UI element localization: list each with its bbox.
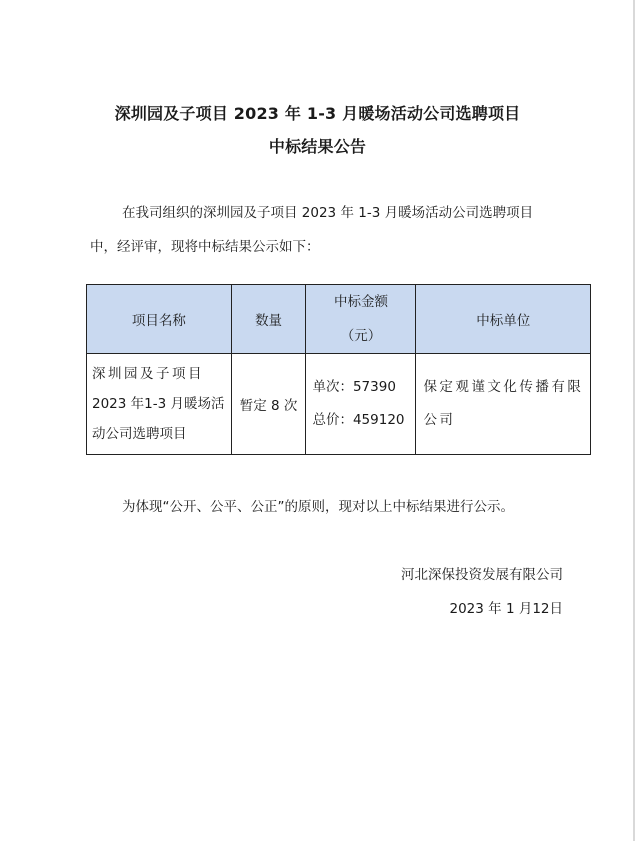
total-price: 总价：459120 [312,412,405,428]
header-quantity: 数量 [231,285,306,354]
closing-statement: 为体现“公开、公平、公正”的原则，现对以上中标结果进行公示。 [122,499,514,515]
header-amount-label: 中标金额 [333,294,388,310]
project-name-line-3: 动公司选聘项目 [92,426,187,442]
intro-text-line-1: 在我司组织的深圳园及子项目 2023 年 1-3 月暖场活动公司选聘项目 [122,205,534,221]
unit-price: 单次：57390 [312,379,396,395]
cell-quantity: 暂定 8 次 [231,354,306,455]
header-project-name: 项目名称 [87,285,232,354]
issuer-company: 河北深保投资发展有限公司 [401,567,563,583]
title-line-1: 深圳园及子项目 2023 年 1-3 月暖场活动公司选聘项目 [114,104,521,123]
intro-text-line-2: 中，经评审，现将中标结果公示如下： [90,239,320,255]
issue-date: 2023 年 1 月12日 [449,601,563,617]
header-amount-unit: （元） [340,328,382,344]
header-winning-company: 中标单位 [416,285,591,354]
cell-award-amount [306,354,416,455]
cell-winning-company: 保定观谨文化传播有限公司 [416,354,591,455]
project-name-line-1: 深圳园及子项目 [92,366,204,382]
header-award-amount [306,285,416,354]
cell-project-name [87,354,232,455]
project-name-line-2: 2023 年1-3 月暖场活 [92,396,225,412]
title-line-2: 中标结果公告 [268,137,367,156]
award-result-table [86,284,591,455]
table-row [87,354,591,455]
table-header-row [87,285,591,354]
